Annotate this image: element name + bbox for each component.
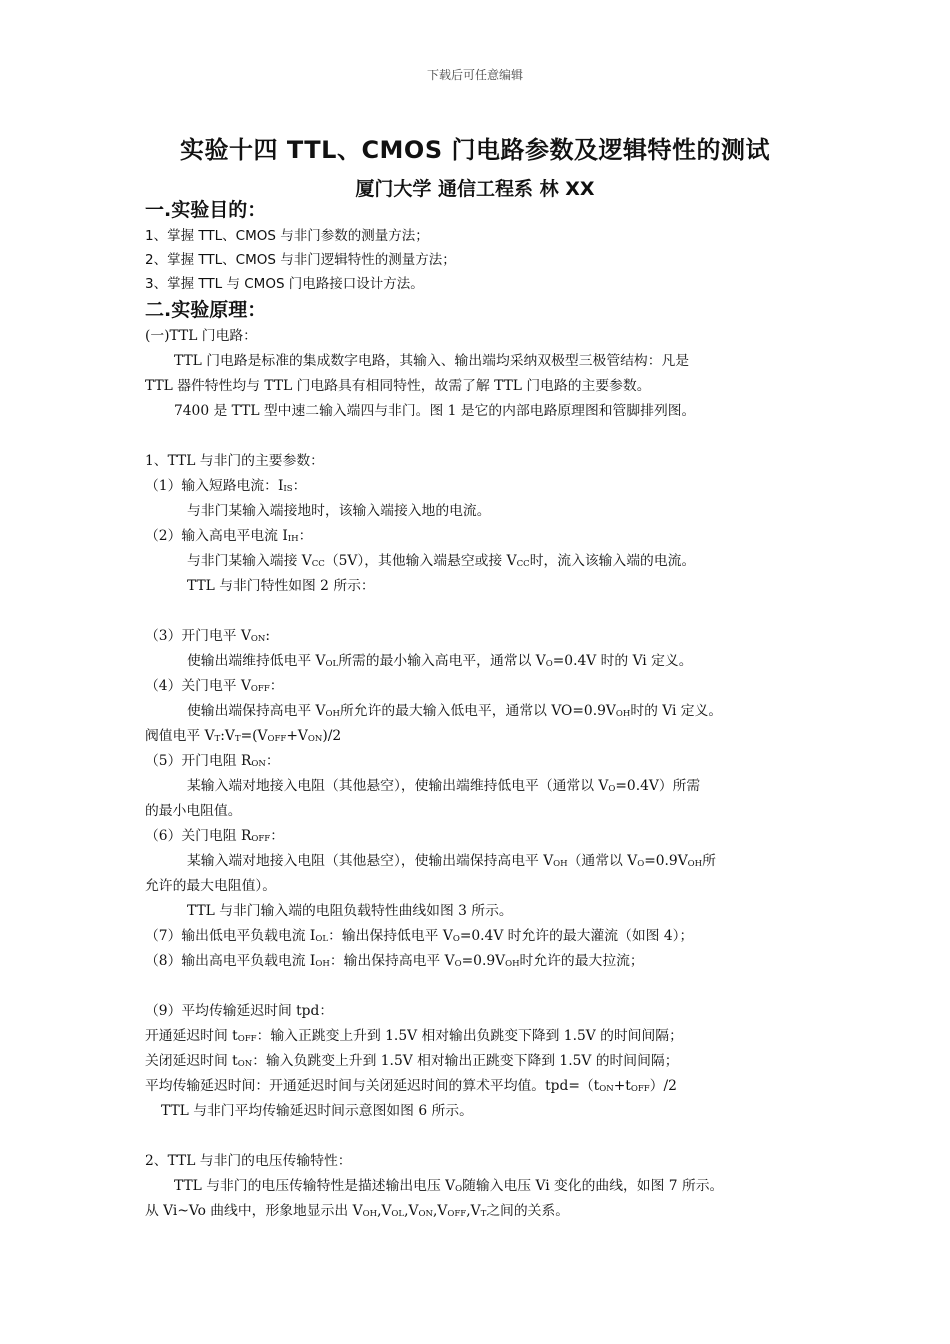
param-6-desc: 某输入端对地接入电阻（其他悬空），使输出端保持高电平 $V_{OH}$（通常以 $V_O=0.9V_{OH}$所 <box>187 853 716 869</box>
page-title: 实验十四 TTL、CMOS 门电路参数及逻辑特性的测试 <box>180 136 770 164</box>
param-7: （7）输出低电平负载电流 $I_{OL}$：输出保持低电平 $V_O=0.4V$ 时允许的最大灌流（如图 4）； <box>145 928 694 944</box>
header-note: 下载后可任意编辑 <box>426 68 523 82</box>
param-9-label: （9）平均传输延迟时间 tpd： <box>145 1003 334 1019</box>
subsection-ttl: (一)TTL 门电路： <box>145 328 257 344</box>
section-heading-purpose: 一.实验目的： <box>145 199 267 221</box>
param-8: （8）输出高电平负载电流 $I_{OH}$：输出保持高电平 $V_O=0.9V_{OH}$时允许的最大拉流； <box>145 953 644 969</box>
document-body <box>145 196 805 1224</box>
purpose-item: 1、掌握 TTL、CMOS 与非门参数的测量方法； <box>145 228 429 244</box>
param-3-desc: 使输出端维持低电平 $V_{OL}$所需的最小输入高电平，通常以 $V_O=0.4V$ 时的 Vi 定义。 <box>187 653 693 669</box>
vtc-title: 2、TTL 与非门的电压传输特性： <box>145 1153 352 1169</box>
section-heading-principle: 二.实验原理： <box>145 299 267 321</box>
param-5-desc-cont: 的最小电阻值。 <box>145 803 242 819</box>
param-9-figure-note: TTL 与非门平均传输延迟时间示意图如图 6 所示。 <box>161 1103 473 1119</box>
param-4-label: （4）关门电平 $V_{OFF}$： <box>145 678 284 694</box>
param-2-figure-note: TTL 与非门特性如图 2 所示： <box>187 578 375 594</box>
param-3-label: （3）开门电平 $V_{ON}$: <box>145 628 271 644</box>
turn-off-delay: 关闭延迟时间 $t_{ON}$：输入负跳变上升到 1.5V 相对输出正跳变下降到 1.5V 的时间间隔； <box>145 1053 679 1069</box>
vtc-desc-cont: 从 Vi~Vo 曲线中，形象地显示出 $V_{OH},V_{OL},V_{ON},V_{OFF},V_T$之间的关系。 <box>145 1203 570 1219</box>
param-1-desc: 与非门某输入端接地时，该输入端接入地的电流。 <box>187 503 491 519</box>
param-4-desc: 使输出端保持高电平 $V_{OH}$所允许的最大输入低电平，通常以 $VO=0.9V_{OH}$时的 Vi 定义。 <box>187 703 723 719</box>
param-5-desc: 某输入端对地接入电阻（其他悬空），使输出端维持低电平（通常以 $V_O=0.4V$）所需 <box>187 778 701 794</box>
param-1-label: （1）输入短路电流：$I_{IS}$： <box>145 478 307 494</box>
purpose-item: 2、掌握 TTL、CMOS 与非门逻辑特性的测量方法； <box>145 252 456 268</box>
params-title: 1、TTL 与非门的主要参数： <box>145 453 324 469</box>
param-6-desc-cont: 允许的最大电阻值）。 <box>145 878 277 894</box>
paragraph-line: 7400 是 TTL 型中速二输入端四与非门。图 1 是它的内部电路原理图和管脚排列图。 <box>174 403 696 419</box>
purpose-item: 3、掌握 TTL 与 CMOS 门电路接口设计方法。 <box>145 276 424 292</box>
vtc-desc: TTL 与非门的电压传输特性是描述输出电压 $V_O$随输入电压 Vi 变化的曲线，如图 7 所示。 <box>174 1178 724 1194</box>
param-6-figure-note: TTL 与非门输入端的电阻负载特性曲线如图 3 所示。 <box>187 903 513 919</box>
param-6-label: （6）关门电阻 $R_{OFF}$： <box>145 828 285 844</box>
param-2-desc: 与非门某输入端接 $V_{CC}(5V)$，其他输入端悬空或接 $V_{CC}$时，流入该输入端的电流。 <box>187 553 696 569</box>
param-5-label: （5）开门电阻 $R_{ON}$： <box>145 753 280 769</box>
turn-on-delay: 开通延迟时间 $t_{OFF}$：输入正跳变上升到 1.5V 相对输出负跳变下降到 1.5V 的时间间隔； <box>145 1028 683 1044</box>
paragraph-line: TTL 器件特性均与 TTL 门电路具有相同特性，故需了解 TTL 门电路的主要参数。 <box>145 378 651 394</box>
page-subtitle: 厦门大学 通信工程系 林 XX <box>355 178 595 200</box>
paragraph-line: TTL 门电路是标准的集成数字电路，其输入、输出端均采纳双极型三极管结构：凡是 <box>174 353 690 369</box>
param-2-label: （2）输入高电平电流 $I_{IH}$： <box>145 528 313 544</box>
threshold-level: 阀值电平 $V_T:V_T=(V_{OFF}+V_{ON})/2$ <box>145 728 342 744</box>
average-delay: 平均传输延迟时间：开通延迟时间与关闭延迟时间的算术平均值。$tpd=(t_{ON}+t_{OFF})/2$ <box>145 1078 677 1094</box>
